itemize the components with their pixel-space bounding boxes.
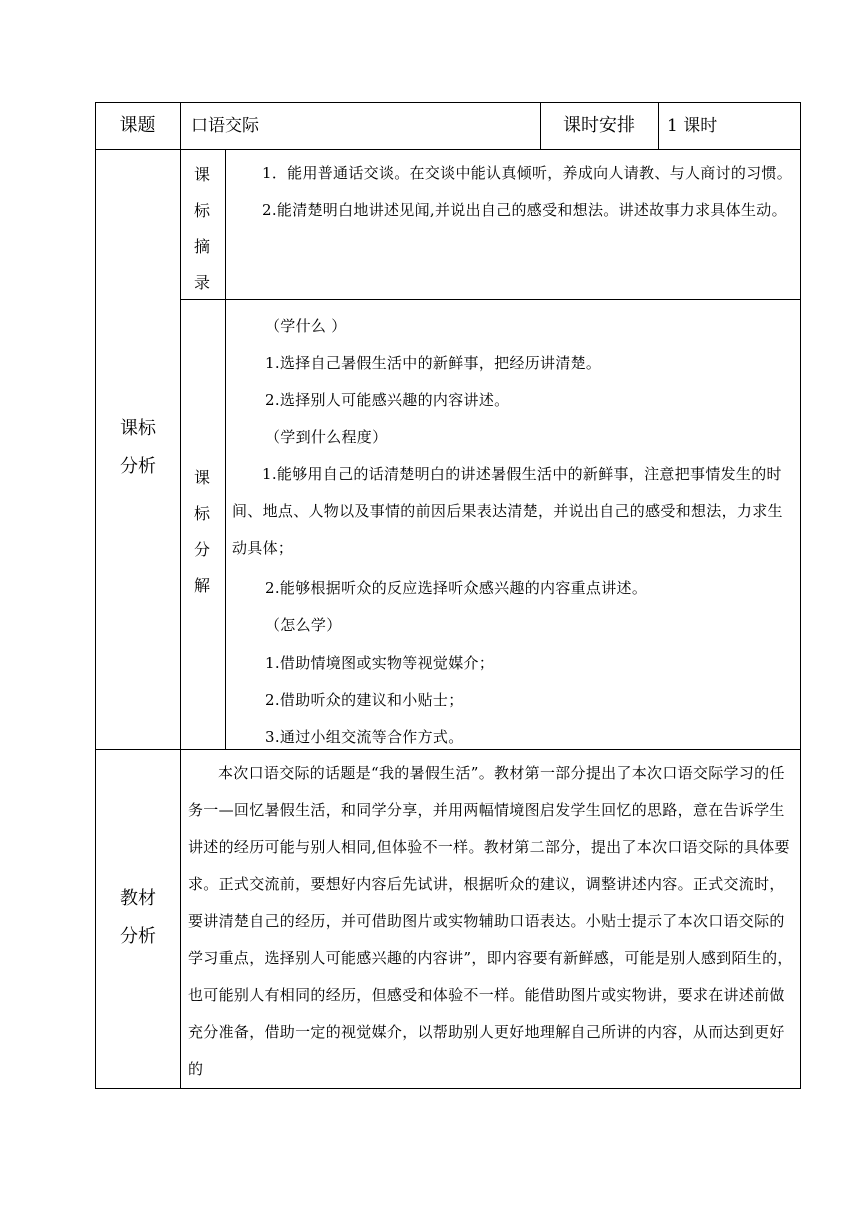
table-border-right [800,102,801,1089]
excerpt-label-char: 标 [193,201,210,220]
table-col-rule-2 [225,149,226,750]
breakdown-label-char: 解 [193,576,210,595]
material-analysis-label [96,880,180,956]
breakdown-line: 2.选择别人可能感兴趣的内容讲述。 [265,391,510,409]
table-border-top [95,102,801,103]
excerpt-label-char: 录 [193,273,210,292]
table-border-bottom [95,1088,801,1089]
table-rule-header [95,149,801,150]
breakdown-paragraph: 1.能够用自己的话清楚明白的讲述暑假生活中的新鲜事，注意把事情发生的时间、地点、人物以及事情的前因后果表达清楚，并说出自己的感受和想法，力求生动具体； [232,465,783,557]
topic-value: 口语交际 [191,116,259,136]
standard-analysis-label [96,410,180,486]
breakdown-label [181,460,223,604]
breakdown-line: （学什么 ） [265,317,347,335]
breakdown-label-char: 课 [193,468,210,487]
excerpt-label-char: 摘 [193,237,210,256]
standard-analysis-label-line1: 课标 [120,418,156,439]
excerpt-label-char: 课 [193,165,210,184]
breakdown-line: 1.选择自己暑假生活中的新鲜事，把经历讲清楚。 [265,354,602,372]
table-col-rule-4 [658,102,659,150]
material-analysis-paragraph: 本次口语交际的话题是“我的暑假生活”。教材第一部分提出了本次口语交际学习的任务一—回忆暑假生活，和同学分享，并用两幅情境图启发学生回忆的思路，意在告诉学生讲述的经历可能与别人相同,但体验不一样。教材第二部分，提出了本次口语交际的具体要求。正式交流前，要想好内容后先试讲，根据听众的建议，调整讲述内容。正式交流时，要讲清楚自己的经历，并可借助图片或实物辅助口语表达。小贴士提示了本次口语交际的学习重点，选择别人可能感兴趣的内容讲”，即内容要有新鲜感，可能是别人感到陌生的，也可能别人有相同的经历，但感受和体验不一样。能借助图片或实物讲，要求在讲述前做充分准备，借助一定的视觉媒介，以帮助别人更好地理解自己所讲的内容，从而达到更好的 [188,764,793,1078]
breakdown-label-char: 标 [193,504,210,523]
table-rule-standard [95,749,801,750]
breakdown-line: （怎么学） [265,616,342,634]
table-rule-excerpt [180,299,801,300]
breakdown-label-char: 分 [193,540,210,559]
topic-label: 课题 [119,115,156,136]
excerpt-text [232,155,794,229]
excerpt-item-2: 2.能清楚明白地讲述见闻,并说出自己的感受和想法。讲述故事力求具体生动。 [262,201,787,219]
breakdown-line: 2.借助听众的建议和小贴士； [265,691,464,709]
schedule-label: 课时安排 [563,115,635,136]
standard-analysis-label-line2: 分析 [120,456,156,477]
breakdown-line [232,456,794,567]
material-analysis-label-line2: 分析 [120,926,156,947]
breakdown-line: 1.借助情境图或实物等视觉媒介； [265,654,495,672]
breakdown-line: 3.通过小组交流等合作方式。 [265,728,464,746]
excerpt-item-1: 1．能用普通话交谈。在交谈中能认真倾听，养成向人请教、与人商讨的习惯。 [262,164,793,182]
breakdown-line: 2.能够根据听众的反应选择听众感兴趣的内容重点讲述。 [265,579,648,597]
material-analysis-text [188,755,794,1087]
schedule-value: 1 课时 [667,116,718,136]
excerpt-label [181,157,223,301]
material-analysis-label-line1: 教材 [120,888,156,909]
breakdown-line: （学到什么程度） [265,428,388,446]
